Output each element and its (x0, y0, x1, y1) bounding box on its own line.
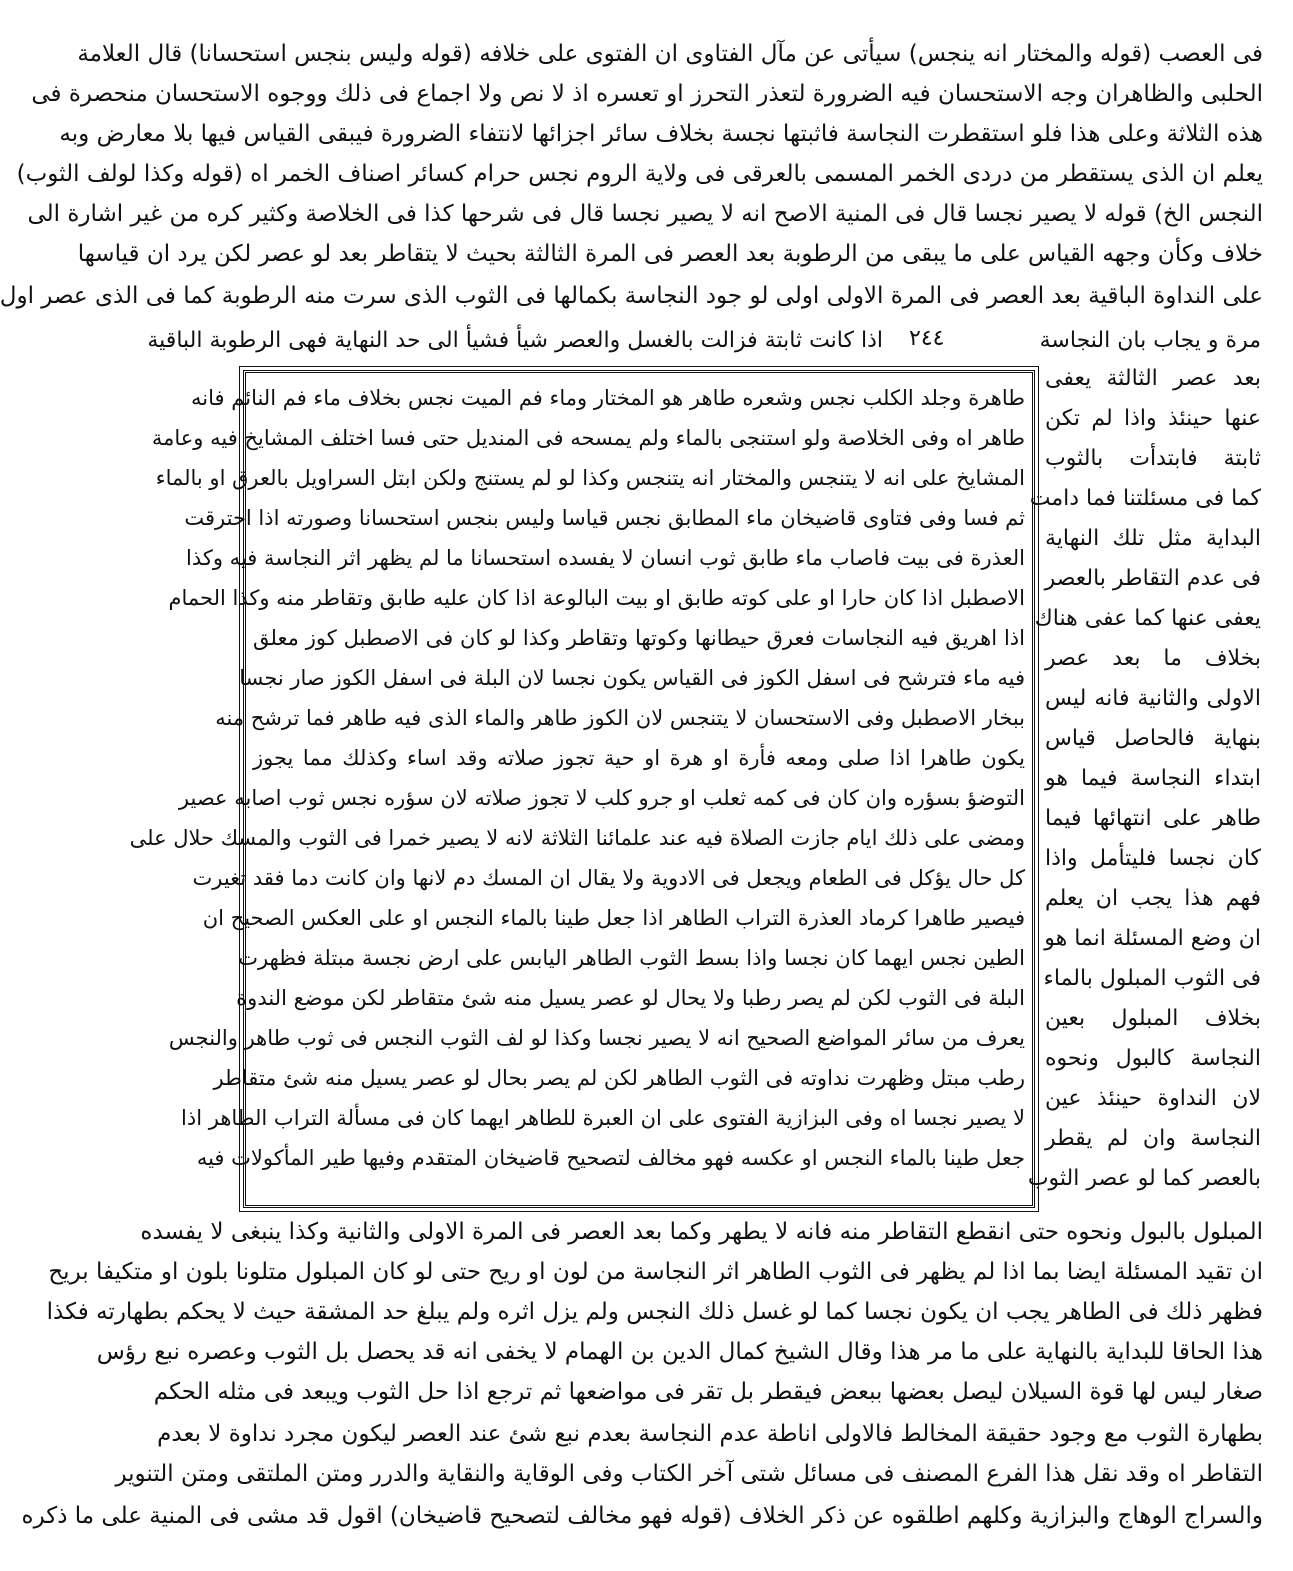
text-line: بعد عصر الثالثة يعفى (1045, 366, 1261, 391)
text-line: عنها حينئذ واذا لم تكن (1045, 406, 1261, 431)
text-line: فى الثوب المبلول بالماء (1043, 966, 1261, 991)
text-line: هذا الحاقا للبداية بالنهاية على ما مر هذا وقال الشيخ كمال الدين بن الهمام لا يخفى انه قد يحصل بل الثوب وعصره نبع رؤس (96, 1339, 1263, 1365)
text-line: بطهارة الثوب مع وجود حقيقة المخالط فالاولى اناطة عدم النجاسة بعدم نبع شئ عند العصر ليكون مجرد نداوة لا بعدم (157, 1421, 1263, 1447)
text-line: هذه الثلاثة وعلى هذا فلو استقطرت النجاسة فاثبتها نجسة بخلاف سائر اجزائها لانتفاء الضرورة فيبقى القياس فيها بلا معارض وبه (59, 121, 1263, 147)
text-line: على النداوة الباقية بعد العصر فى المرة الاولى اولى لو جود النجاسة بكمالها فى الثوب الذى سرت منه الرطوبة كما فى الذى عصر اول (0, 283, 1263, 309)
text-line: خلاف وكأن وجهه القياس على ما يبقى من الرطوبة بعد العصر فى المرة الثالثة بحيث لا يتقاطر بعد لو عصر لكن يرد ان قياسها (77, 241, 1263, 267)
text-line: ومضى على ذلك ايام جازت الصلاة فيه عند علمائنا الثلاثة لانه لا يصير خمرا فى الثوب والمسك حلال على (129, 826, 1025, 850)
text-line: كل حال يؤكل فى الطعام ويجعل فى الادوية ولا يقال ان المسك دم لانها وان كانت دما فقد تغيرت (192, 866, 1025, 890)
text-line: الاولى والثانية فانه ليس (1045, 686, 1261, 711)
text-line: ثم فسا وفى فتاوى قاضيخان ماء المطابق نجس قياسا وليس بنجس استحسانا وصورته اذا احترقت (184, 506, 1025, 530)
text-line: كان نجسا فليتأمل واذا (1045, 846, 1261, 871)
text-line: جعل طينا بالماء النجس او عكسه فهو مخالف لتصحيح قاضيخان المتقدم وفيها طير المأكولات فيه (196, 1146, 1025, 1170)
text-line: الطين نجس ايهما كان نجسا واذا بسط الثوب الطاهر اليابس على ارض نجسة مبتلة فظهرت (238, 946, 1025, 970)
text-line: بخلاف المبلول بعين (1045, 1006, 1261, 1031)
text-line: النجس الخ) قوله لا يصير نجسا قال فى المنية الاصح انه لا يصير نجسا قال فى شرحها كذا فى الخلاصة وكثير كره من غير اشارة الى (27, 201, 1263, 227)
text-line: البداية مثل تلك النهاية (1045, 526, 1261, 551)
text-line: بنهاية فالحاصل قياس (1045, 726, 1261, 751)
text-line: يعرف من سائر المواضع الصحيح انه لا يصير نجسا وكذا لو لف الثوب النجس فى ثوب طاهر والنجس (168, 1026, 1025, 1050)
text-line: لان النداوة حينئذ عين (1045, 1086, 1261, 1111)
text-line: طاهرة وجلد الكلب نجس وشعره طاهر هو المختار وماء فم الميت نجس بخلاف ماء فم النائم فانه (191, 386, 1025, 410)
text-line: بالعصر كما لو عصر الثوب (1027, 1166, 1261, 1191)
text-line: المشايخ على انه لا يتنجس والمختار انه يتنجس وكذا لو لم يستنج ولكن ابتل السراويل بالعرق او بالماء (155, 466, 1025, 490)
text-line: التوضؤ بسؤره وان كان فى كمه ثعلب او جرو كلب لا تجوز صلاته لان سؤره نجس ثوب اصابه عصير (178, 786, 1025, 810)
text-line: التقاطر اه وقد نقل هذا الفرع المصنف فى مسائل شتى آخر الكتاب وفى الوقاية والنقاية والدرر ومتن الملتقى ومتن التنوير (115, 1461, 1263, 1487)
text-line: ببخار الاصطبل وفى الاستحسان لا يتنجس لان الكوز طاهر والماء الذى فيه طاهر فما ترشح منه (215, 706, 1025, 730)
text-line: يعفى عنها كما عفى هناك (1034, 606, 1261, 631)
text-line: يكون طاهرا اذا صلى ومعه فأرة او هرة او حية تجوز صلاته وقد اساء وكذلك مما يجوز (253, 746, 1025, 770)
text-line: فى عدم التقاطر بالعصر (1044, 566, 1261, 591)
text-line: فى العصب (قوله والمختار انه ينجس) سيأتى عن مآل الفتاوى ان الفتوى على خلافه (قوله وليس بنجس استحسانا) قال العلامة (77, 41, 1263, 67)
text-line: صغار ليس لها قوة السيلان ليصل بعضها ببعض فيقطر بل تقر فى مواضعها ثم ترجع اذا حل الثوب ويبعد فى مثله الحكم (153, 1379, 1263, 1405)
text-line: يعلم ان الذى يستقطر من دردى الخمر المسمى بالعرقى فى ولاية الروم نجس حرام كسائر اصناف الخمر اه (قوله وكذا لولف الثوب) (16, 161, 1263, 187)
text-line: لا يصير نجسا اه وفى البزازية الفتوى على ان العبرة للطاهر ايهما كان فى مسألة التراب الطاهر اذا (181, 1106, 1025, 1130)
text-line: ثابتة فابتدأت بالثوب (1045, 446, 1261, 471)
text-line: بخلاف ما بعد عصر (1045, 646, 1261, 671)
text-line: الحلبى والظاهران وجه الاستحسان فيه الضرورة لتعذر التحرز او تعسره اذ لا نص ولا اجماع فى ذلك ووجوه الاستحسان منحصرة فى (31, 81, 1263, 107)
text-line: مرة و يجاب بان النجاسة (1039, 328, 1261, 353)
text-line: ان تقيد المسئلة ايضا بما اذا لم يظهر فى الثوب الطاهر اثر النجاسة من لون او ريح حتى لو كان المبلول متلونا بلون او متكيفا بريح (48, 1259, 1263, 1285)
text-line: طاهر على انتهائها فيما (1045, 806, 1261, 831)
text-line: النجاسة كالبول ونحوه (1045, 1046, 1261, 1071)
text-line: ان وضع المسئلة انما هو (1044, 926, 1261, 951)
page-number: ٢٤٤ (909, 326, 945, 351)
text-line: فظهر ذلك فى الطاهر يجب ان يكون نجسا كما لو غسل ذلك النجس ولم يزل اثره ولم يبلغ حد المشقة حيث لا يحكم بطهارته فكذا (46, 1299, 1263, 1325)
text-line: فيصير طاهرا كرماد العذرة التراب الطاهر اذا جعل طينا بالماء النجس او على العكس الصحيح ان (202, 906, 1025, 930)
text-line: والسراج الوهاج والبزازية وكلهم اطلقوه عن ذكر الخلاف (قوله فهو مخالف لتصحيح قاضيخان) اقول قد مشى فى المنية على ما ذكره (21, 1503, 1263, 1529)
text-line: اذا اهريق فيه النجاسات فعرق حيطانها وكوتها وتقاطر وكذا لو كان فى الاصطبل كوز معلق (253, 626, 1025, 650)
text-line: ابتداء النجاسة فيما هو (1045, 766, 1261, 791)
text-line: رطب مبتل وظهرت نداوته فى الثوب الطاهر لكن لم يصر بحال لو عصر يسيل منه شئ متقاطر (213, 1066, 1025, 1090)
text-line: المبلول بالبول ونحوه حتى انقطع التقاطر منه فانه لا يطهر وكما بعد العصر فى المرة الاولى والثانية وكذا ينبغى لا يفسده (140, 1219, 1263, 1245)
text-line: النجاسة وان لم يقطر (1045, 1126, 1261, 1151)
text-line: الاصطبل اذا كان حارا او على كوته طابق او بيت البالوعة اذا كان عليه طابق وتقاطر منه وكذا الحمام (168, 586, 1025, 610)
text-line: كما فى مسئلتنا فما دامت (1029, 486, 1261, 511)
text-line: اذا كانت ثابتة فزالت بالغسل والعصر شيأ فشيأ الى حد النهاية فهى الرطوبة الباقية (147, 328, 883, 353)
text-line: فيه ماء فترشح فى اسفل الكوز فى القياس يكون نجسا لان البلة فى اسفل الكوز صار نجسا (239, 666, 1025, 690)
text-line: فهم هذا يجب ان يعلم (1045, 886, 1261, 911)
text-line: العذرة فى بيت فاصاب ماء طابق ثوب انسان لا يفسده استحسانا ما لم يظهر اثر النجاسة فيه وكذا (185, 546, 1025, 570)
text-line: طاهر اه وفى الخلاصة ولو استنجى بالماء ولم يمسحه فى المنديل حتى فسا اختلف المشايخ فيه وعامة (151, 426, 1025, 450)
text-line: البلة فى الثوب لكن لم يصر رطبا ولا يحال لو عصر يسيل منه شئ متقاطر لكن موضع الندوة (236, 986, 1025, 1010)
